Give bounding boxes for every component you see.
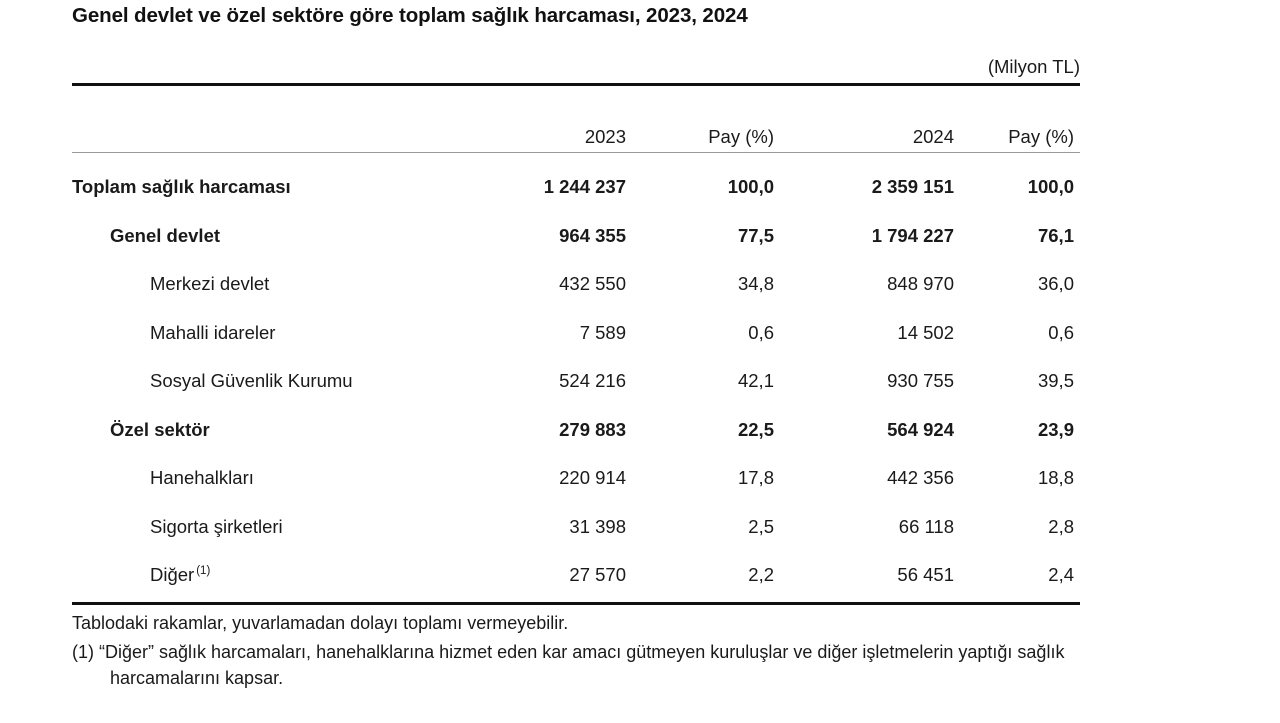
table-row — [72, 153, 1080, 212]
column-header-share-2024: Pay (%) — [960, 94, 1080, 153]
header-spacer-cell — [452, 85, 632, 95]
footnote-1: (1) “Diğer” sağlık harcamaları, hanehalklarına hizmet eden kar amacı gütmeyen kuruluşlar ve diğer işletmelerin yaptığı sağlık harcamalarını kapsar. — [72, 642, 1065, 689]
unit-caption: (Milyon TL) — [987, 56, 1080, 77]
row-value-2024: 2 359 151 — [871, 176, 954, 198]
column-header-label — [72, 94, 452, 153]
row-share-2023: 42,1 — [737, 370, 774, 392]
row-label: Genel devlet — [110, 224, 221, 246]
row-label — [72, 551, 452, 603]
health-expenditure-table — [72, 83, 1080, 605]
row-label: Mahalli idareler — [150, 321, 276, 343]
table-row — [72, 357, 1080, 406]
row-label: Sigorta şirketleri — [150, 515, 283, 537]
header-spacer-cell — [960, 85, 1080, 95]
table-row — [72, 212, 1080, 261]
row-share-2023: 34,8 — [737, 273, 774, 295]
row-value-2023: 31 398 — [569, 515, 626, 537]
table-container — [72, 83, 1080, 605]
row-value-2023: 27 570 — [452, 551, 632, 603]
row-value-2024: 564 924 — [887, 418, 954, 440]
row-label-text: Diğer — [150, 564, 195, 586]
row-label: Sosyal Güvenlik Kurumu — [150, 370, 353, 392]
row-share-2024: 76,1 — [1037, 224, 1074, 246]
footnote-marker: (1) — [196, 565, 211, 578]
row-label: Özel sektör — [110, 418, 210, 440]
row-value-2023: 964 355 — [559, 224, 626, 246]
table-row — [72, 260, 1080, 309]
table-body — [72, 153, 1080, 604]
row-share-2023: 77,5 — [737, 224, 774, 246]
row-share-2023: 0,6 — [748, 321, 774, 343]
row-share-2024: 23,9 — [1037, 418, 1074, 440]
row-label: Hanehalkları — [150, 467, 254, 489]
row-label: Merkezi devlet — [150, 273, 270, 295]
row-share-2023: 2,2 — [632, 551, 780, 603]
row-share-2023: 22,5 — [737, 418, 774, 440]
row-share-2024: 18,8 — [1037, 467, 1074, 489]
table-notes — [72, 610, 1087, 691]
row-share-2023: 100,0 — [727, 176, 774, 198]
row-share-2024: 39,5 — [1037, 370, 1074, 392]
row-value-2023: 7 589 — [579, 321, 626, 343]
column-header-share-2023: Pay (%) — [632, 94, 780, 153]
row-share-2023: 2,5 — [748, 515, 774, 537]
row-value-2023: 432 550 — [559, 273, 626, 295]
table-row — [72, 406, 1080, 455]
column-header-value-2023: 2023 — [452, 94, 632, 153]
header-spacer-cell — [72, 85, 452, 95]
row-share-2024: 2,4 — [960, 551, 1080, 603]
row-value-2023: 1 244 237 — [543, 176, 626, 198]
row-value-2024: 442 356 — [887, 467, 954, 489]
table-row — [72, 551, 1080, 603]
row-label: Toplam sağlık harcaması — [72, 176, 291, 198]
table-row — [72, 309, 1080, 358]
row-share-2024: 100,0 — [1027, 176, 1074, 198]
row-value-2023: 220 914 — [559, 467, 626, 489]
header-spacer-cell — [780, 85, 960, 95]
row-value-2024: 1 794 227 — [871, 224, 954, 246]
page-title: Genel devlet ve özel sektöre göre toplam sağlık harcaması, 2023, 2024 — [72, 4, 748, 27]
row-value-2024: 56 451 — [780, 551, 960, 603]
row-share-2024: 0,6 — [1048, 321, 1074, 343]
table-row — [72, 503, 1080, 552]
row-value-2024: 930 755 — [887, 370, 954, 392]
rounding-note: Tablodaki rakamlar, yuvarlamadan dolayı toplamı vermeyebilir. — [72, 613, 569, 633]
row-value-2024: 66 118 — [898, 515, 954, 537]
row-value-2024: 14 502 — [897, 321, 954, 343]
column-header-value-2024: 2024 — [780, 94, 960, 153]
table-header — [72, 85, 1080, 153]
header-spacer-row — [72, 85, 1080, 95]
row-value-2024: 848 970 — [887, 273, 954, 295]
row-share-2024: 2,8 — [1048, 515, 1074, 537]
row-share-2024: 36,0 — [1037, 273, 1074, 295]
row-value-2023: 279 883 — [559, 418, 626, 440]
row-share-2023: 17,8 — [737, 467, 774, 489]
column-header-row — [72, 94, 1080, 153]
header-spacer-cell — [632, 85, 780, 95]
row-value-2023: 524 216 — [559, 370, 626, 392]
table-row — [72, 454, 1080, 503]
